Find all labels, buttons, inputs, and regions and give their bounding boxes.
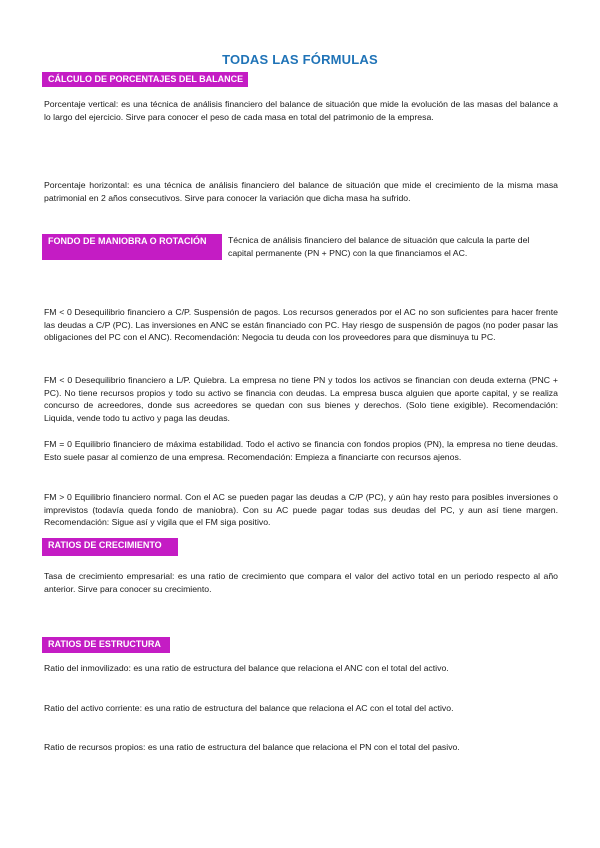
section-tag-fondo-maniobra: FONDO DE MANIOBRA O ROTACIÓN xyxy=(42,234,222,260)
paragraph-fm-item: FM > 0 Equilibrio financiero normal. Con el AC se pueden pagar las deudas a C/P (PC), y aún hay resto para posibles inversiones o imprevistos (todavía queda fondo de maniobra). Con su AC puede pagar todas sus deudas del PC, y aun así tiene margen. Recomendación: Sigue así y vigila que el FM siga positivo. xyxy=(44,492,558,528)
paragraph-fondo-definition: Técnica de análisis financiero del balance de situación que calcula la parte del capital permanente (PN + PNC) con la que financiamos el AC. xyxy=(228,235,530,258)
paragraph-fm-item: FM < 0 Desequilibrio financiero a C/P. Suspensión de pagos. Los recursos generados por el AC no son suficientes para hacer frente las deudas a C/P (PC). Las inversiones en ANC se están financiado con PC. Hay riesgo de suspensión de pagos (no poder pasar las obligaciones del PC con el ANC). Recomendación: Negocia tu deuda con los proveedores para que disminuya tu PC. xyxy=(44,307,558,343)
paragraph-porcentaje-horizontal: Porcentaje horizontal: es una técnica de análisis financiero del balance de situación que mide el crecimiento de la misma masa patrimonial en 2 años consecutivos. Sirve para conocer la variación que dicha masa ha sufrido. xyxy=(44,180,558,203)
paragraph-ratio-estructura: Ratio del activo corriente: es una ratio de estructura del balance que relaciona el AC con el total del activo. xyxy=(44,703,454,713)
section-tag-crecimiento: RATIOS DE CRECIMIENTO xyxy=(42,538,178,556)
paragraph-tasa-crecimiento: Tasa de crecimiento empresarial: es una ratio de crecimiento que compara el valor del activo total en un periodo respecto al año anterior. Sirve para conocer su crecimiento. xyxy=(44,571,558,594)
paragraph-porcentaje-vertical: Porcentaje vertical: es una técnica de análisis financiero del balance de situación que mide la evolución de las masas del balance a lo largo del ejercicio. Sirve para conocer el peso de cada masa en total del patrimonio de la empresa. xyxy=(44,99,558,122)
paragraph-fm-item: FM < 0 Desequilibrio financiero a L/P. Quiebra. La empresa no tiene PN y todos los activos se financian con deuda externa (PNC + PC). No tiene recursos propios y todo su activo se financia con deudas. La empresa busca alguien que aporte capital, y se realiza concurso de acreedores, donde sus acreedores se quedan con sus bienes y derechos. (Solo tiene exigible). Recomendación: Liquida, vende todo tu activo y paga las deudas. xyxy=(44,375,558,423)
page-title: TODAS LAS FÓRMULAS xyxy=(222,52,378,67)
section-tag-estructura: RATIOS DE ESTRUCTURA xyxy=(42,637,170,653)
paragraph-ratio-estructura: Ratio del inmovilizado: es una ratio de estructura del balance que relaciona el ANC con el total del activo. xyxy=(44,663,449,673)
section-tag-balance: CÁLCULO DE PORCENTAJES DEL BALANCE xyxy=(42,72,248,87)
paragraph-fm-item: FM = 0 Equilibrio financiero de máxima estabilidad. Todo el activo se financia con fondos propios (PN), la empresa no tiene deudas. Esto suele pasar al comienzo de una empresa. Recomendación: Empieza a financiarte con recursos ajenos. xyxy=(44,439,558,462)
paragraph-ratio-estructura: Ratio de recursos propios: es una ratio de estructura del balance que relaciona el PN con el total del pasivo. xyxy=(44,742,460,752)
